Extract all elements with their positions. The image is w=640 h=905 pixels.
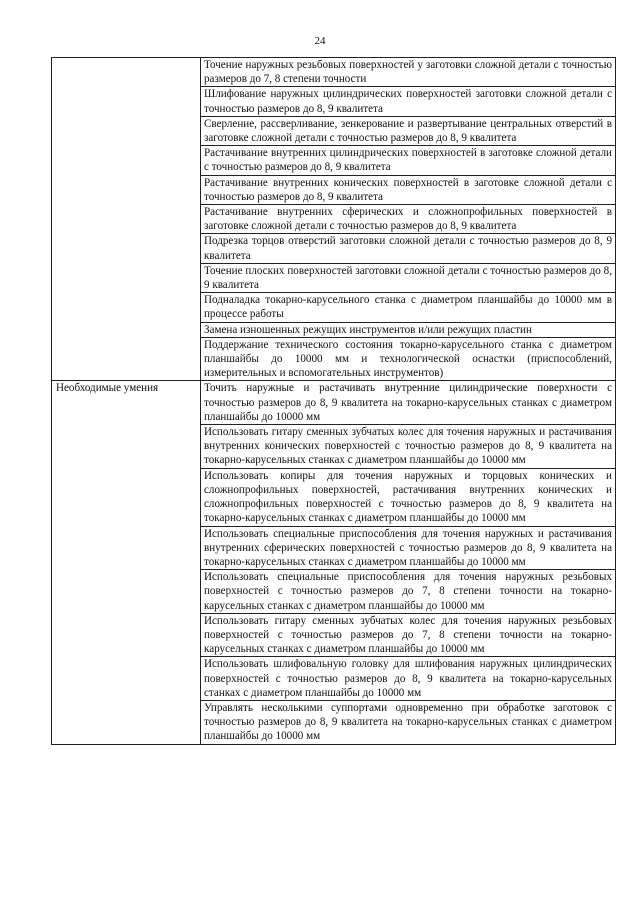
action-item: Подрезка торцов отверстий заготовки сложной детали с точностью размеров до 8, 9 квалитета — [201, 234, 616, 263]
action-item: Сверление, рассверливание, зенкерование и развертывание центральных отверстий в заготовке сложной детали с точностью размеров до 8, 9 квалитета — [201, 116, 616, 145]
skill-item: Использовать копиры для точения наружных и торцовых конических и сложнопрофильных поверхностей, растачивания внутренних конических и сложнопрофильных поверхностей с точностью размеров до 8, 9 квалитета на токарно-карусельных станках с диаметром планшайбы до 10000 мм — [201, 468, 616, 526]
skill-item: Управлять несколькими суппортами одновременно при обработке заготовок с точностью размеров до 8, 9 квалитета на токарно-карусельных станках с диаметром планшайбы до 10000 мм — [201, 700, 616, 744]
action-item: Растачивание внутренних цилиндрических поверхностей в заготовке сложной детали с точностью размеров до 8, 9 квалитета — [201, 146, 616, 175]
action-item: Растачивание внутренних конических поверхностей в заготовке сложной детали с точностью размеров до 8, 9 квалитета — [201, 175, 616, 204]
competency-table — [51, 57, 616, 745]
action-item: Замена изношенных режущих инструментов и/или режущих пластин — [201, 322, 616, 337]
skill-item: Использовать гитару сменных зубчатых колес для точения наружных резьбовых поверхностей с точностью размеров до 7, 8 степени точности на токарно-карусельных станках с диаметром планшайбы до 10000 мм — [201, 613, 616, 657]
skill-item: Точить наружные и растачивать внутренние цилиндрические поверхности с точностью размеров до 8, 9 квалитета на токарно-карусельных станках с диаметром планшайбы до 10000 мм — [201, 381, 616, 425]
skill-item: Использовать гитару сменных зубчатых колес для точения наружных и растачивания внутренних конических поверхностей с точностью размеров до 8, 9 квалитета на токарно-карусельных станках с диаметром планшайбы до 10000 мм — [201, 425, 616, 469]
skill-item: Использовать специальные приспособления для точения наружных резьбовых поверхностей с точностью размеров до 7, 8 степени точности на токарно-карусельных станках с диаметром планшайбы до 10000 мм — [201, 570, 616, 614]
table-row — [52, 381, 616, 425]
skill-item: Использовать шлифовальную головку для шлифования наружных цилиндрических поверхностей с точностью размеров до 8, 9 квалитета на токарно-карусельных станках с диаметром планшайбы до 10000 мм — [201, 657, 616, 701]
action-item: Подналадка токарно-карусельного станка с диаметром планшайбы до 10000 мм в процессе работы — [201, 293, 616, 322]
action-item: Шлифование наружных цилиндрических поверхностей заготовки сложной детали с точностью размеров до 8, 9 квалитета — [201, 87, 616, 116]
actions-label-cell — [52, 58, 201, 381]
page-number: 24 — [314, 35, 326, 47]
action-item: Поддержание технического состояния токарно-карусельного станка с диаметром планшайбы до 10000 мм и технологической оснастки (приспособлений, измерительных и вспомогательных инструментов) — [201, 337, 616, 381]
action-item: Точение наружных резьбовых поверхностей у заготовки сложной детали с точностью размеров до 7, 8 степени точности — [201, 58, 616, 87]
skill-item: Использовать специальные приспособления для точения наружных и растачивания внутренних сферических поверхностей с точностью размеров до 8, 9 квалитета на токарно-карусельных станках с диаметром планшайбы до 10000 мм — [201, 526, 616, 570]
action-item: Точение плоских поверхностей заготовки сложной детали с точностью размеров до 8, 9 квалитета — [201, 263, 616, 292]
table-row — [52, 58, 616, 87]
action-item: Растачивание внутренних сферических и сложнопрофильных поверхностей в заготовке сложной детали с точностью размеров до 8, 9 квалитета — [201, 205, 616, 234]
skills-label: Необходимые умения — [52, 381, 201, 744]
